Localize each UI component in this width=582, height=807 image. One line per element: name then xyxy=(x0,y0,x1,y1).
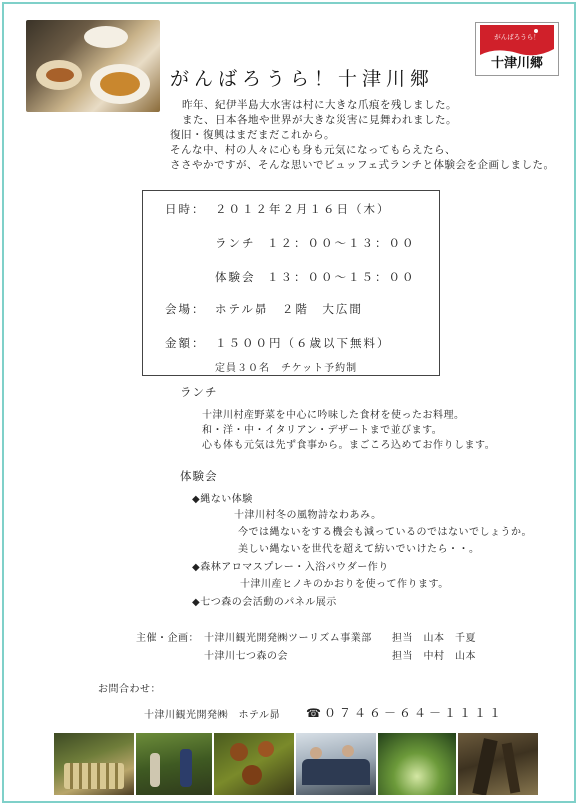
experience-heading: 体験会 xyxy=(180,469,218,483)
intro-text xyxy=(170,98,555,173)
logo-text: 十津川郷 xyxy=(490,56,544,71)
organizer-2: 十津川七つ森の会 xyxy=(204,651,288,662)
experience-item-1-line: 今では縄ないをする機会も減っているのではないでしょうか。 xyxy=(238,527,532,538)
experience-item-1-line: 十津川村冬の風物詩なわあみ。 xyxy=(234,510,382,521)
lunch-description xyxy=(202,408,495,453)
venue-value: ホテル昴 ２階 大広間 xyxy=(215,302,363,316)
contact-label: お問合わせ： xyxy=(98,684,161,695)
organizer-1: 十津川観光開発㈱ツーリズム事業部 xyxy=(204,633,372,644)
intro-line: 昨年、紀伊半島大水害は村に大きな爪痕を残しました。 xyxy=(182,99,457,111)
price-label: 金額： xyxy=(165,336,206,350)
page-title: がんばろうら！十津川郷 xyxy=(170,68,435,90)
intro-line: ささやかですが、そんな思いでビュッフェ式ランチと体験会を企画しました。 xyxy=(170,159,555,171)
intro-line: また、日本各地や世界が大きな災害に見舞われました。 xyxy=(182,114,457,126)
capacity-text: 定員３０名 チケット予約制 xyxy=(215,363,358,374)
forest-people-photo xyxy=(136,733,212,795)
experience-time: １３：００〜１５：００ xyxy=(267,270,416,284)
experience-label: 体験会 xyxy=(215,270,256,284)
venue-label: 会場： xyxy=(165,302,206,316)
intro-line: 復旧・復興はまだまだこれから。 xyxy=(170,129,335,141)
intro-line: そんな中、村の人々に心も身も元気になってもらえたら、 xyxy=(170,144,456,156)
lunch-label: ランチ xyxy=(215,236,256,250)
logo xyxy=(475,22,559,76)
organizer-2-contact: 担当 中村 山本 xyxy=(392,651,476,662)
flyer-page xyxy=(2,2,576,803)
lunch-line: 心も体も元気は先ず食事から。まごころ込めてお作りします。 xyxy=(202,440,496,451)
forest-photo xyxy=(378,733,456,795)
logo-top-text: がんばろうら！ xyxy=(494,33,540,41)
organizer-1-contact: 担当 山本 千夏 xyxy=(392,633,476,644)
experience-item-2-line: 十津川産ヒノキのかおりを使って作ります。 xyxy=(240,579,449,590)
chestnut-photo xyxy=(214,733,294,795)
date-value: ２０１２年２月１６日（木） xyxy=(215,202,391,216)
bamboo-photo xyxy=(54,733,134,795)
date-label: 日時： xyxy=(165,202,206,216)
lunch-time: １２：００〜１３：００ xyxy=(267,236,416,250)
price-value: １５００円（６歳以下無料） xyxy=(215,336,391,350)
contact-phone: ☎０７４６－６４－１１１１ xyxy=(306,706,504,720)
lunch-line: 和・洋・中・イタリアン・デザートまで並びます。 xyxy=(202,425,443,436)
experience-item-2: ◆森林アロマスプレー・入浴パウダー作り xyxy=(192,562,389,573)
meeting-photo xyxy=(296,733,376,795)
lunch-heading: ランチ xyxy=(180,385,218,399)
roots-photo xyxy=(458,733,538,795)
experience-item-1: ◆縄ない体験 xyxy=(192,494,253,505)
contact-name: 十津川観光開発㈱ ホテル昴 xyxy=(144,710,280,721)
lunch-line: 十津川村産野菜を中心に吟味した食材を使ったお料理。 xyxy=(202,410,465,421)
organizer-label: 主催・企画： xyxy=(136,633,199,644)
buffet-photo xyxy=(26,20,160,112)
experience-item-1-line: 美しい縄ないを世代を超えて紡いでいけたら・・。 xyxy=(238,544,480,555)
event-info-box xyxy=(142,190,440,376)
experience-item-3: ◆七つ森の会活動のパネル展示 xyxy=(192,597,337,608)
